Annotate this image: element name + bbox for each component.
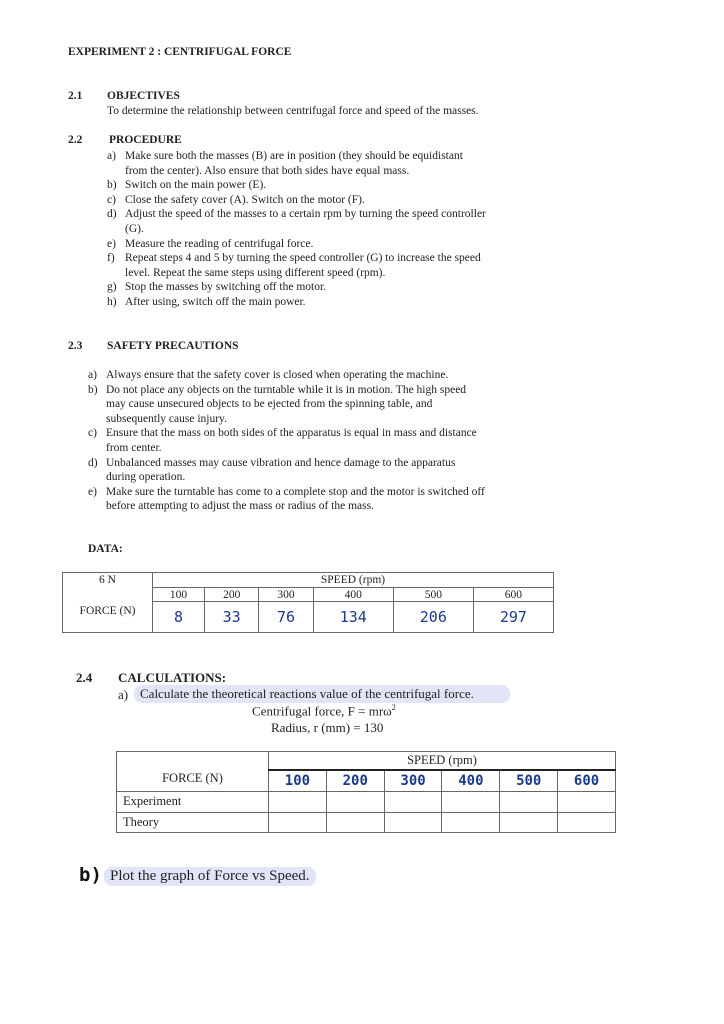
list-item-line: during operation. [106, 471, 186, 484]
calc-item-a-text: Calculate the theoretical reactions value of the centrifugal force. [134, 685, 510, 703]
data-speed-header: SPEED (rpm) [153, 573, 554, 588]
list-item [107, 295, 547, 310]
list-item-line: subsequently cause injury. [106, 412, 227, 425]
calc-speed-header: SPEED (rpm) [269, 752, 616, 770]
calc-item-a-marker: a) [118, 687, 129, 702]
list-item [107, 251, 547, 280]
list-item-line: Make sure the turntable has come to a complete stop and the motor is switched off [106, 485, 485, 498]
calc-speed-cell: 200 [326, 770, 384, 792]
objectives-text: To determine the relationship between centrifugal force and speed of the masses. [107, 105, 479, 117]
data-force-value: 134 [313, 602, 393, 633]
list-item-marker: d) [88, 456, 98, 469]
safety-list [88, 368, 548, 514]
formula-text: Centrifugal force, F = mrω [252, 703, 392, 719]
calc-row-experiment: Experiment [117, 792, 269, 813]
list-item-text [125, 207, 486, 236]
section-heading-objectives: OBJECTIVES [107, 90, 180, 102]
list-item [107, 237, 547, 252]
list-item-marker: g) [107, 281, 117, 294]
list-item-text [125, 237, 313, 252]
data-force-value: 76 [259, 602, 313, 633]
list-item-line: level. Repeat the same steps using different speed (rpm). [125, 266, 386, 279]
data-label: DATA: [88, 543, 123, 555]
list-item [107, 280, 547, 295]
page-title: EXPERIMENT 2 : CENTRIFUGAL FORCE [68, 46, 292, 58]
procedure-list [107, 149, 547, 310]
calc-empty-cell [269, 792, 327, 813]
radius-text: Radius, r (mm) = 130 [271, 720, 384, 735]
data-table [62, 572, 554, 633]
section-number-procedure: 2.2 [68, 134, 83, 146]
list-item-text [106, 426, 477, 455]
data-speed-cell: 300 [259, 588, 313, 602]
calc-empty-cell [558, 792, 616, 813]
list-item-marker: d) [107, 208, 117, 221]
calc-empty-cell [500, 812, 558, 833]
list-item-line: After using, switch off the main power. [125, 295, 306, 308]
list-item [107, 149, 547, 178]
list-item-marker: b) [107, 179, 117, 192]
list-item-text [125, 178, 266, 193]
list-item-marker: h) [107, 295, 117, 308]
data-force-value: 297 [473, 602, 553, 633]
section-number-calculations: 2.4 [76, 670, 93, 685]
list-item-marker: c) [107, 193, 116, 206]
calc-item-b-marker: b) [79, 864, 102, 886]
list-item-line: may cause unsecured objects to be ejected from the spinning table, and [106, 398, 433, 411]
data-speed-cell: 200 [205, 588, 259, 602]
data-force-label: FORCE (N) [63, 602, 153, 633]
list-item-line: Do not place any objects on the turntable while it is in motion. The high speed [106, 383, 467, 396]
list-item-marker: f) [107, 252, 115, 265]
list-item-marker: a) [88, 369, 97, 381]
calc-empty-cell [442, 792, 500, 813]
data-force-value: 33 [205, 602, 259, 633]
data-speed-cell: 100 [153, 588, 205, 602]
list-item [107, 178, 547, 193]
calc-speed-cell: 400 [442, 770, 500, 792]
section-heading-safety: SAFETY PRECAUTIONS [107, 340, 239, 352]
list-item-line: Ensure that the mass on both sides of the apparatus is equal in mass and distance [106, 427, 477, 440]
list-item-text [106, 485, 485, 514]
list-item [88, 456, 548, 485]
calc-table [116, 751, 616, 833]
calc-item-b-text: Plot the graph of Force vs Speed. [104, 867, 316, 886]
list-item-text [125, 280, 326, 295]
list-item-line: Unbalanced masses may cause vibration and hence damage to the apparatus [106, 456, 456, 469]
list-item-text [106, 456, 455, 485]
list-item-line: Close the safety cover (A). Switch on the motor (F). [125, 193, 365, 206]
list-item-marker: e) [88, 485, 97, 498]
list-item-line: Measure the reading of centrifugal force. [125, 237, 314, 250]
list-item-text [125, 149, 463, 178]
section-heading-procedure: PROCEDURE [109, 134, 182, 146]
section-number-safety: 2.3 [68, 340, 83, 352]
list-item-marker: b) [88, 383, 98, 396]
calc-empty-cell [558, 812, 616, 833]
calc-empty-cell [269, 812, 327, 833]
calc-empty-cell [384, 812, 442, 833]
formula [252, 703, 396, 719]
calc-speed-cell: 500 [500, 770, 558, 792]
section-number-objectives: 2.1 [68, 90, 83, 102]
data-speed-cell: 600 [473, 588, 553, 602]
list-item-line: Adjust the speed of the masses to a certain rpm by turning the speed controller [125, 208, 486, 221]
list-item-text [106, 383, 466, 427]
list-item-line: from the center). Also ensure that both sides have equal mass. [125, 164, 410, 177]
list-item-text [106, 368, 448, 383]
list-item [107, 193, 547, 208]
data-corner-cell: 6 N [63, 573, 153, 588]
list-item-text [125, 295, 306, 310]
list-item [88, 426, 548, 455]
calc-empty-cell [326, 812, 384, 833]
calc-speed-cell: 600 [558, 770, 616, 792]
list-item-line: Stop the masses by switching off the motor. [125, 281, 327, 294]
list-item-line: Repeat steps 4 and 5 by turning the speed controller (G) to increase the speed [125, 252, 481, 265]
list-item-line: Switch on the main power (E). [125, 179, 267, 192]
section-heading-calculations: CALCULATIONS: [118, 670, 227, 685]
list-item-line: (G). [125, 222, 144, 235]
calc-empty-cell [442, 812, 500, 833]
calc-speed-cell: 100 [269, 770, 327, 792]
data-force-value: 8 [153, 602, 205, 633]
list-item [88, 485, 548, 514]
list-item-marker: c) [88, 427, 97, 440]
calc-force-label: FORCE (N) [117, 752, 269, 792]
list-item-text [125, 251, 481, 280]
calc-empty-cell [326, 792, 384, 813]
list-item-line: before attempting to adjust the mass or radius of the mass. [106, 500, 374, 513]
list-item-line: from center. [106, 441, 162, 454]
list-item-marker: a) [107, 150, 116, 162]
data-speed-cell: 400 [313, 588, 393, 602]
list-item [88, 368, 548, 383]
list-item-line: Always ensure that the safety cover is closed when operating the machine. [106, 369, 449, 381]
list-item [88, 383, 548, 427]
data-force-value: 206 [393, 602, 473, 633]
list-item-line: Make sure both the masses (B) are in position (they should be equidistant [125, 150, 463, 162]
calc-empty-cell [384, 792, 442, 813]
list-item-marker: e) [107, 237, 116, 250]
data-speed-cell: 500 [393, 588, 473, 602]
list-item [107, 207, 547, 236]
calc-empty-cell [500, 792, 558, 813]
calc-row-theory: Theory [117, 812, 269, 833]
calc-speed-cell: 300 [384, 770, 442, 792]
list-item-text [125, 193, 365, 208]
formula-exponent: 2 [391, 703, 396, 712]
